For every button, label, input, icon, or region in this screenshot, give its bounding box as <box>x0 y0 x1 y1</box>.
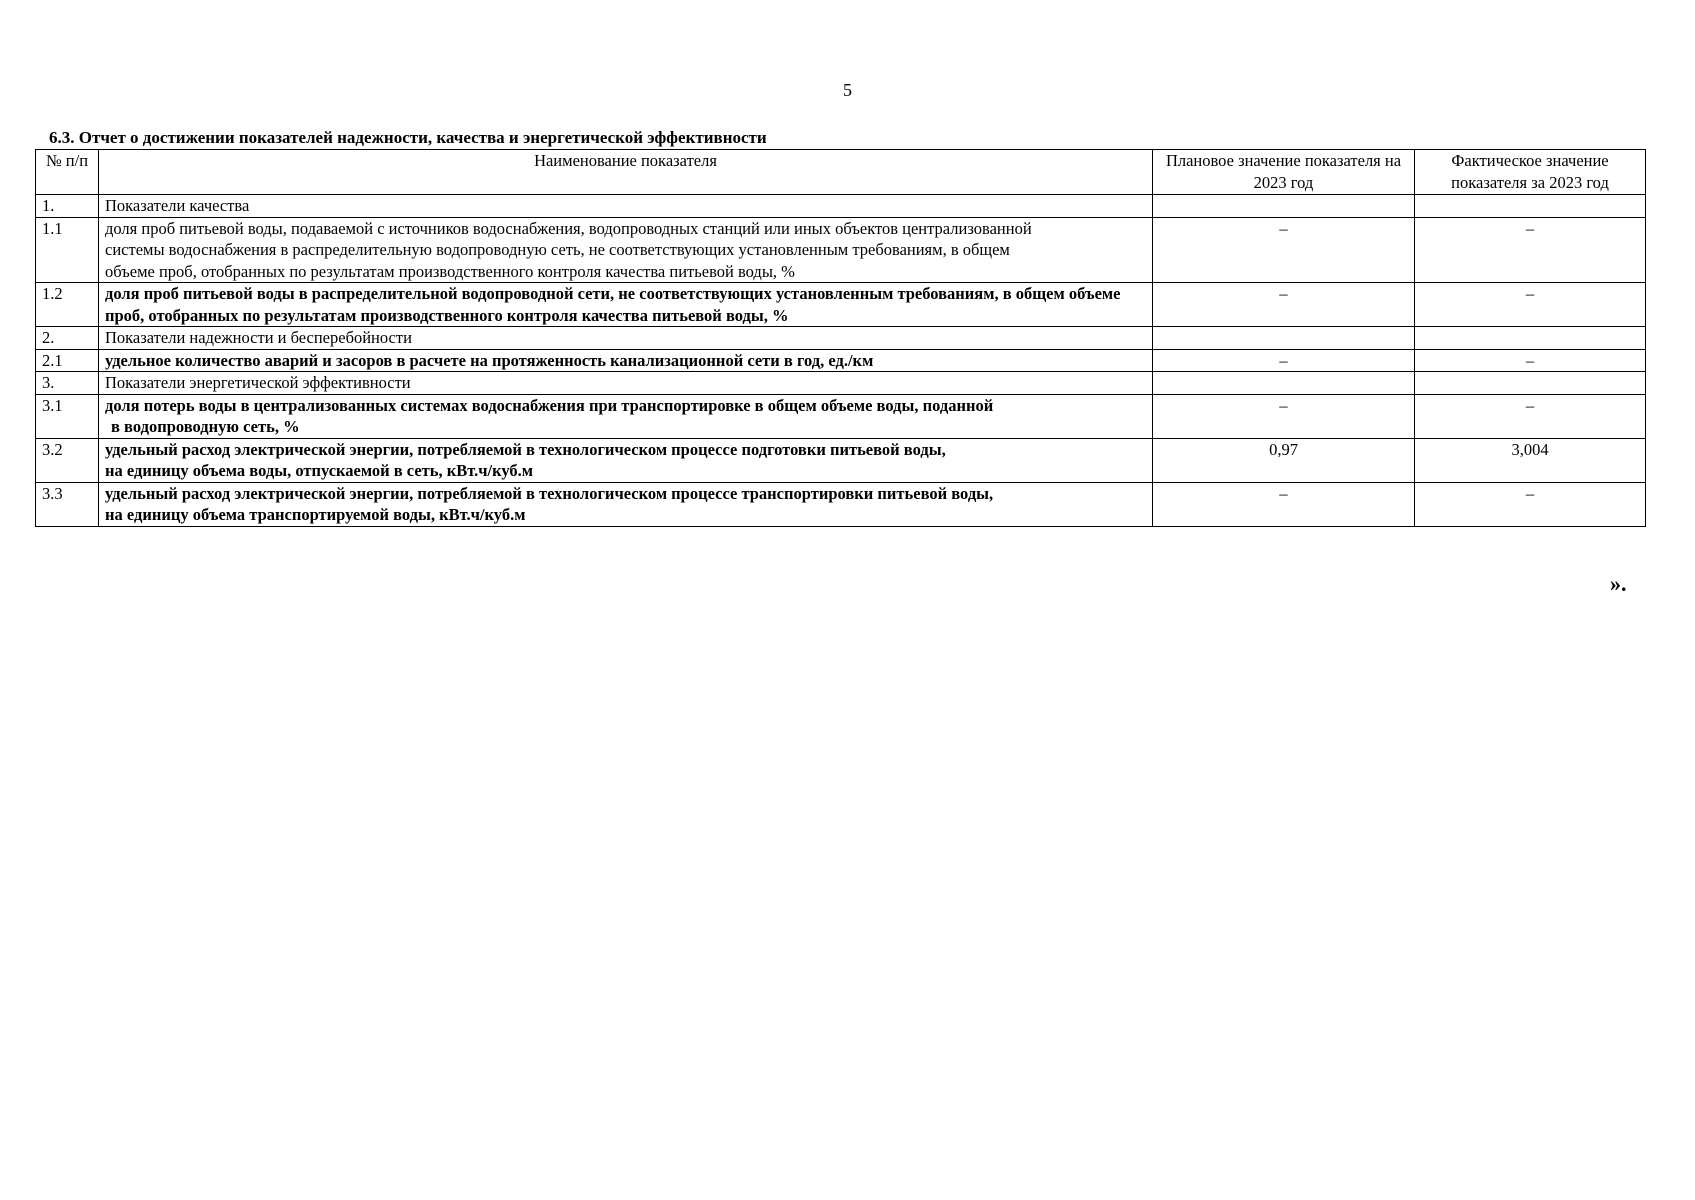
row-number: 2.1 <box>36 349 99 372</box>
actual-value: – <box>1415 217 1646 283</box>
actual-value <box>1415 195 1646 218</box>
indicator-name: удельное количество аварий и засоров в расчете на протяженность канализационной сети в год, ед./км <box>99 349 1153 372</box>
table-row <box>36 482 1646 526</box>
row-number: 2. <box>36 327 99 350</box>
row-number: 3.2 <box>36 438 99 482</box>
indicator-name-line: на единицу объема транспортируемой воды, кВт.ч/куб.м <box>105 505 526 524</box>
table-row <box>36 327 1646 350</box>
actual-value <box>1415 327 1646 350</box>
indicator-name <box>99 438 1153 482</box>
actual-value: 3,004 <box>1415 438 1646 482</box>
indicator-name <box>99 482 1153 526</box>
table-row <box>36 283 1646 327</box>
header-number: № п/п <box>36 150 99 195</box>
table-row <box>36 394 1646 438</box>
header-planned-value: Плановое значение показателя на 2023 год <box>1153 150 1415 195</box>
indicators-report-table <box>35 149 1646 527</box>
planned-value <box>1153 327 1415 350</box>
row-number: 1.2 <box>36 283 99 327</box>
planned-value: – <box>1153 283 1415 327</box>
indicator-name: доля проб питьевой воды в распределительной водопроводной сети, не соответствующих установленным требованиям, в общем объеме проб, отобранных по результатам производственного контроля качества питьевой воды, % <box>99 283 1153 327</box>
actual-value: – <box>1415 349 1646 372</box>
planned-value: – <box>1153 394 1415 438</box>
indicator-name-line: удельный расход электрической энергии, потребляемой в технологическом процессе подготовки питьевой воды, <box>105 439 946 459</box>
actual-value: – <box>1415 394 1646 438</box>
indicator-name-line: на единицу объема воды, отпускаемой в сеть, кВт.ч/куб.м <box>105 461 534 480</box>
row-number: 1.1 <box>36 217 99 283</box>
actual-value: – <box>1415 283 1646 327</box>
row-number: 3.3 <box>36 482 99 526</box>
planned-value <box>1153 372 1415 395</box>
table-row <box>36 217 1646 283</box>
indicator-name-line: в водопроводную сеть, % <box>111 417 300 436</box>
indicator-name-line: доля потерь воды в централизованных системах водоснабжения при транспортировке в общем объеме воды, поданной <box>105 395 994 415</box>
indicator-group-name: Показатели качества <box>99 195 1153 218</box>
actual-value: – <box>1415 482 1646 526</box>
indicator-group-name: Показатели энергетической эффективности <box>99 372 1153 395</box>
header-actual-value: Фактическое значение показателя за 2023 год <box>1415 150 1646 195</box>
indicator-group-name: Показатели надежности и бесперебойности <box>99 327 1153 350</box>
row-number: 3.1 <box>36 394 99 438</box>
planned-value: 0,97 <box>1153 438 1415 482</box>
indicator-name: доля проб питьевой воды, подаваемой с источников водоснабжения, водопроводных станций или иных объектов централизованной системы водоснабжения в распределительную водопроводную сеть, не соответствующих установленным требованиям, в общем объеме проб, отобранных по результатам производственного контроля качества питьевой воды, % <box>99 217 1153 283</box>
row-number: 3. <box>36 372 99 395</box>
table-row <box>36 195 1646 218</box>
table-row <box>36 438 1646 482</box>
planned-value: – <box>1153 217 1415 283</box>
table-row <box>36 372 1646 395</box>
closing-quote-mark: ». <box>1610 571 1627 596</box>
actual-value <box>1415 372 1646 395</box>
table-row <box>36 349 1646 372</box>
planned-value: – <box>1153 349 1415 372</box>
planned-value: – <box>1153 482 1415 526</box>
indicator-name-line: удельный расход электрической энергии, потребляемой в технологическом процессе транспортировки питьевой воды, <box>105 483 994 503</box>
planned-value <box>1153 195 1415 218</box>
table-header-row <box>36 150 1646 195</box>
section-title: 6.3. Отчет о достижении показателей надежности, качества и энергетической эффективности <box>49 128 767 147</box>
header-indicator-name: Наименование показателя <box>99 150 1153 195</box>
page-number: 5 <box>843 80 852 100</box>
indicator-name <box>99 394 1153 438</box>
row-number: 1. <box>36 195 99 218</box>
